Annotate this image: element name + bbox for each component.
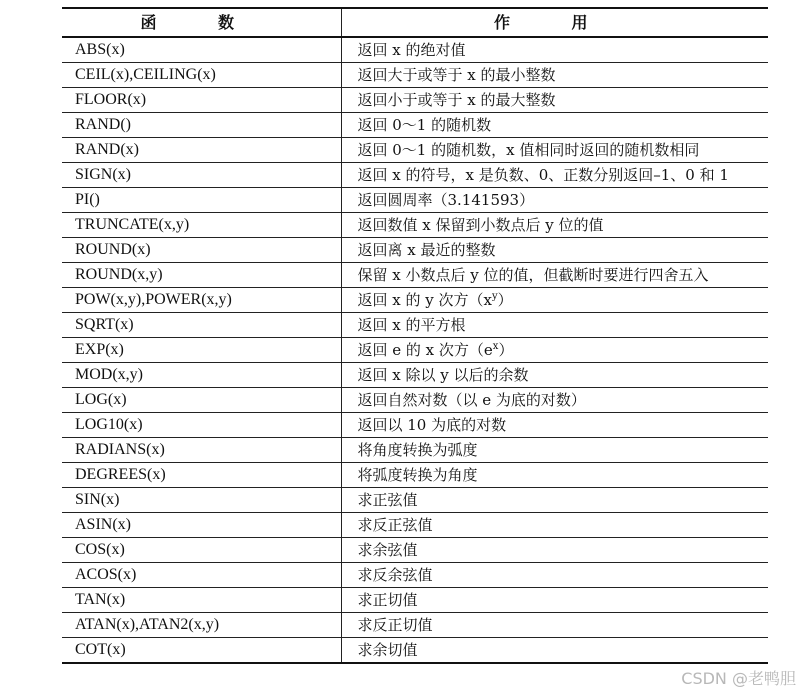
table-row: [62, 513, 768, 538]
function-description-cell: [341, 288, 768, 313]
description-text: 返回 x 的 y 次方（x: [357, 291, 492, 309]
table-row: [62, 463, 768, 488]
header-row: [62, 8, 768, 37]
table-row: [62, 363, 768, 388]
superscript-exponent: y: [491, 291, 498, 302]
function-name-cell: ROUND(x,y): [62, 263, 341, 288]
function-description-cell: 将角度转换为弧度: [341, 438, 768, 463]
watermark: CSDN @老鸭胆: [681, 669, 796, 688]
table-row: [62, 113, 768, 138]
function-description-cell: 返回 0～1 的随机数，x 值相同时返回的随机数相同: [341, 138, 768, 163]
function-name-cell: ASIN(x): [62, 513, 341, 538]
function-name-cell: COT(x): [62, 638, 341, 664]
header-function: 函 数: [62, 8, 341, 37]
function-name-cell: LOG10(x): [62, 413, 341, 438]
function-name-cell: TAN(x): [62, 588, 341, 613]
table-row: [62, 538, 768, 563]
function-description-cell: 求正切值: [341, 588, 768, 613]
function-description-cell: 返回离 x 最近的整数: [341, 238, 768, 263]
table-row: [62, 563, 768, 588]
function-description-cell: 求反余弦值: [341, 563, 768, 588]
function-name-cell: ROUND(x): [62, 238, 341, 263]
function-name-cell: RADIANS(x): [62, 438, 341, 463]
function-description-cell: 返回圆周率（3.141593）: [341, 188, 768, 213]
table-row: [62, 163, 768, 188]
table-row: [62, 88, 768, 113]
function-name-cell: ABS(x): [62, 37, 341, 63]
function-description-cell: 求正弦值: [341, 488, 768, 513]
function-name-cell: RAND(x): [62, 138, 341, 163]
superscript-exponent: x: [492, 341, 499, 352]
table-row: [62, 613, 768, 638]
function-description-cell: 求余弦值: [341, 538, 768, 563]
function-description-cell: 返回自然对数（以 e 为底的对数）: [341, 388, 768, 413]
function-description-cell: 将弧度转换为角度: [341, 463, 768, 488]
function-description-cell: 求反正弦值: [341, 513, 768, 538]
function-name-cell: EXP(x): [62, 338, 341, 363]
math-functions-table: [62, 7, 768, 664]
table-row: [62, 488, 768, 513]
table-row: [62, 413, 768, 438]
table-row: [62, 238, 768, 263]
description-tail: ）: [497, 291, 513, 309]
table-row: [62, 588, 768, 613]
function-description-cell: 返回数值 x 保留到小数点后 y 位的值: [341, 213, 768, 238]
function-name-cell: ATAN(x),ATAN2(x,y): [62, 613, 341, 638]
header-description: 作 用: [341, 8, 768, 37]
function-description-cell: [341, 338, 768, 363]
function-name-cell: SIGN(x): [62, 163, 341, 188]
table-row: [62, 63, 768, 88]
function-description-cell: 返回 x 的绝对值: [341, 37, 768, 63]
function-description-cell: 返回 x 除以 y 以后的余数: [341, 363, 768, 388]
function-description-cell: 求反正切值: [341, 613, 768, 638]
table-row: [62, 213, 768, 238]
description-tail: ）: [498, 341, 514, 359]
table-row: [62, 263, 768, 288]
function-description-cell: 保留 x 小数点后 y 位的值，但截断时要进行四舍五入: [341, 263, 768, 288]
function-description-cell: 返回 x 的平方根: [341, 313, 768, 338]
description-text: 返回 e 的 x 次方（e: [357, 341, 493, 359]
function-name-cell: CEIL(x),CEILING(x): [62, 63, 341, 88]
function-description-cell: 求余切值: [341, 638, 768, 664]
function-name-cell: COS(x): [62, 538, 341, 563]
function-name-cell: PI(): [62, 188, 341, 213]
function-name-cell: ACOS(x): [62, 563, 341, 588]
table-body: [62, 37, 768, 663]
function-name-cell: MOD(x,y): [62, 363, 341, 388]
function-name-cell: POW(x,y),POWER(x,y): [62, 288, 341, 313]
function-name-cell: TRUNCATE(x,y): [62, 213, 341, 238]
function-description-cell: 返回 0～1 的随机数: [341, 113, 768, 138]
table-row: [62, 638, 768, 664]
function-name-cell: LOG(x): [62, 388, 341, 413]
function-name-cell: SQRT(x): [62, 313, 341, 338]
function-name-cell: RAND(): [62, 113, 341, 138]
function-name-cell: SIN(x): [62, 488, 341, 513]
function-name-cell: FLOOR(x): [62, 88, 341, 113]
table-row: [62, 313, 768, 338]
function-description-cell: 返回以 10 为底的对数: [341, 413, 768, 438]
function-description-cell: 返回 x 的符号，x 是负数、0、正数分别返回–1、0 和 1: [341, 163, 768, 188]
table-row: [62, 138, 768, 163]
table-header: [62, 8, 768, 37]
function-description-cell: 返回大于或等于 x 的最小整数: [341, 63, 768, 88]
function-description-cell: 返回小于或等于 x 的最大整数: [341, 88, 768, 113]
table-row: [62, 37, 768, 63]
table-row: [62, 438, 768, 463]
table-row: [62, 188, 768, 213]
table-row: [62, 388, 768, 413]
table-row: [62, 288, 768, 313]
function-name-cell: DEGREES(x): [62, 463, 341, 488]
table-row: [62, 338, 768, 363]
